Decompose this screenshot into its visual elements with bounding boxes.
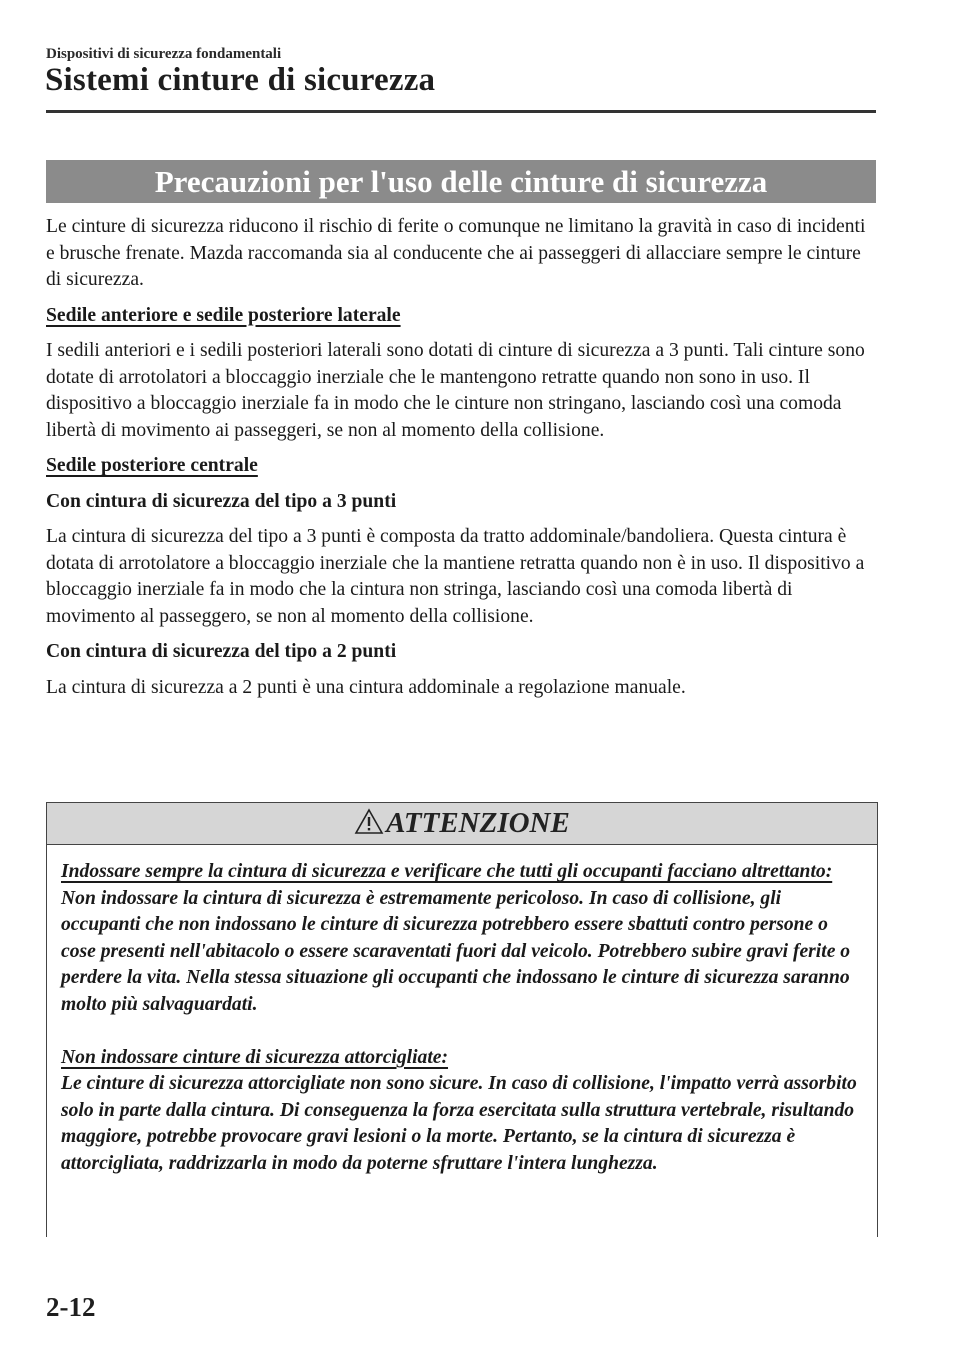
header-divider xyxy=(46,110,876,113)
warning-item-text: Le cinture di sicurezza attorcigliate non sono sicure. In caso di collisione, l'impatto verrà assorbito solo in parte dalla cintura. Di conseguenza la forza esercitata sulla struttura vertebrale, risultando maggiore, potrebbe provocare gravi lesioni o la morte. Pertanto, se la cintura di sicurezza è attorcigliata, raddrizzarla in modo da poterne sfruttare l'intera lunghezza. xyxy=(61,1073,857,1174)
three-point-heading: Con cintura di sicurezza del tipo a 3 punti xyxy=(46,490,397,512)
front-seats-paragraph: I sedili anteriori e i sedili posteriori laterali sono dotati di cinture di sicurezza a 3 punti. Tali cinture sono dotate di arrotolatori a bloccaggio inerziale che le mantengono retratte quando non sono in uso. Il dispositivo a bloccaggio inerziale fa in modo che le cinture non stringano, lasciando così una comoda libertà di movimento ai passeggeri, se non al momento della collisione. xyxy=(46,340,865,441)
main-content xyxy=(46,214,878,710)
topic-banner: Precauzioni per l'uso delle cinture di sicurezza xyxy=(46,160,876,203)
warning-item xyxy=(61,859,861,1019)
warning-item xyxy=(61,1045,861,1178)
three-point-paragraph: La cintura di sicurezza del tipo a 3 punti è composta da tratto addominale/bandoliera. Questa cintura è dotata di arrotolatore a bloccaggio inerziale che la mantiene retratta quando non è in uso. Il dispositivo a bloccaggio inerziale fa in modo che la cintura non stringa, lasciando così una comoda libertà di movimento al passeggero, se non al momento della collisione. xyxy=(46,526,865,627)
warning-label: ATTENZIONE xyxy=(386,807,570,839)
page-number: 2-12 xyxy=(46,1292,96,1322)
warning-item-title: Non indossare cinture di sicurezza attorcigliate: xyxy=(61,1046,449,1068)
warning-body xyxy=(47,845,877,1178)
section-title: Sistemi cinture di sicurezza xyxy=(45,62,436,98)
rear-center-heading: Sedile posteriore centrale xyxy=(46,455,258,476)
chapter-header: Dispositivi di sicurezza fondamentali xyxy=(46,46,282,62)
warning-triangle-icon xyxy=(354,808,384,835)
front-seats-heading: Sedile anteriore e sedile posteriore laterale xyxy=(46,304,401,326)
warning-item-text: Non indossare la cintura di sicurezza è estremamente pericoloso. In caso di collisione, gli occupanti che non indossano le cinture di sicurezza potrebbero essere sbattuti contro persone o cose presenti nell'abitacolo o essere scaraventati fuori dal veicolo. Potrebbero subire gravi ferite o perdere la vita. Nella stessa situazione gli occupanti che indossano le cinture di sicurezza saranno molto più salvaguardati. xyxy=(61,887,851,1015)
warning-header xyxy=(47,803,877,845)
two-point-heading: Con cintura di sicurezza del tipo a 2 punti xyxy=(46,641,397,662)
intro-paragraph: Le cinture di sicurezza riducono il rischio di ferite o comunque ne limitano la gravità in caso di incidenti e brusche frenate. Mazda raccomanda sia al conducente che ai passeggeri di allacciare sempre le cinture di sicurezza. xyxy=(46,216,866,290)
warning-item-title: Indossare sempre la cintura di sicurezza e verificare che tutti gli occupanti facciano altrettanto: xyxy=(61,861,833,882)
warning-box xyxy=(46,802,878,1237)
two-point-paragraph: La cintura di sicurezza a 2 punti è una cintura addominale a regolazione manuale. xyxy=(46,676,686,698)
